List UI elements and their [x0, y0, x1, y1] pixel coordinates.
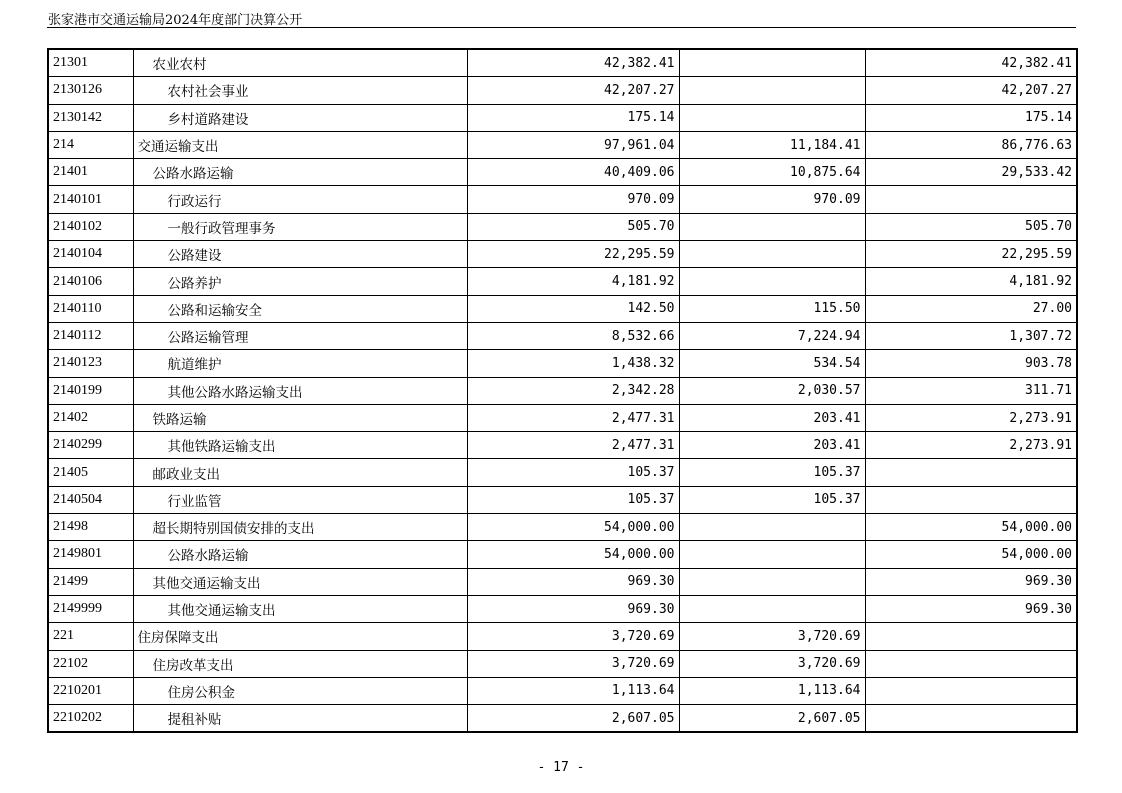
total-amount-cell: 54,000.00: [467, 514, 679, 541]
basic-expenditure-cell: [679, 49, 865, 77]
total-amount-cell: 970.09: [467, 186, 679, 213]
project-expenditure-cell: 903.78: [865, 350, 1077, 377]
total-amount-cell: 42,207.27: [467, 77, 679, 104]
table-row: [48, 159, 1077, 186]
basic-expenditure-cell: 203.41: [679, 432, 865, 459]
subject-code-cell: 2140123: [48, 350, 133, 377]
subject-code-cell: 21499: [48, 568, 133, 595]
basic-expenditure-cell: [679, 268, 865, 295]
basic-expenditure-cell: 3,720.69: [679, 623, 865, 650]
subject-code-cell: 2140101: [48, 186, 133, 213]
subject-code-cell: 2210202: [48, 705, 133, 733]
table-row: [48, 241, 1077, 268]
table-row: [48, 186, 1077, 213]
table-row: [48, 432, 1077, 459]
subject-code-cell: 21301: [48, 49, 133, 77]
project-expenditure-cell: 54,000.00: [865, 541, 1077, 568]
total-amount-cell: 2,607.05: [467, 705, 679, 733]
subject-code-cell: 2140504: [48, 486, 133, 513]
basic-expenditure-cell: [679, 568, 865, 595]
project-expenditure-cell: [865, 486, 1077, 513]
basic-expenditure-cell: 2,607.05: [679, 705, 865, 733]
page-number: - 17 -: [537, 760, 585, 775]
subject-name-cell: 其他铁路运输支出: [133, 432, 467, 459]
subject-name-cell: 乡村道路建设: [133, 104, 467, 131]
table-row: [48, 49, 1077, 77]
table-row: [48, 104, 1077, 131]
subject-code-cell: 2210201: [48, 677, 133, 704]
expenditure-table-body: [48, 49, 1077, 732]
basic-expenditure-cell: 3,720.69: [679, 650, 865, 677]
total-amount-cell: 142.50: [467, 295, 679, 322]
subject-code-cell: 2149999: [48, 595, 133, 622]
subject-code-cell: 2140102: [48, 213, 133, 240]
subject-name-cell: 航道维护: [133, 350, 467, 377]
subject-name-cell: 邮政业支出: [133, 459, 467, 486]
table-row: [48, 213, 1077, 240]
table-row: [48, 404, 1077, 431]
subject-name-cell: 农村社会事业: [133, 77, 467, 104]
table-row: [48, 705, 1077, 733]
total-amount-cell: 8,532.66: [467, 322, 679, 349]
subject-code-cell: 2140106: [48, 268, 133, 295]
total-amount-cell: 2,477.31: [467, 432, 679, 459]
basic-expenditure-cell: [679, 241, 865, 268]
subject-name-cell: 铁路运输: [133, 404, 467, 431]
table-row: [48, 350, 1077, 377]
subject-code-cell: 2149801: [48, 541, 133, 568]
subject-name-cell: 公路水路运输: [133, 159, 467, 186]
total-amount-cell: 3,720.69: [467, 623, 679, 650]
total-amount-cell: 4,181.92: [467, 268, 679, 295]
table-row: [48, 650, 1077, 677]
basic-expenditure-cell: [679, 595, 865, 622]
subject-name-cell: 行政运行: [133, 186, 467, 213]
basic-expenditure-cell: 2,030.57: [679, 377, 865, 404]
basic-expenditure-cell: 105.37: [679, 459, 865, 486]
basic-expenditure-cell: [679, 541, 865, 568]
project-expenditure-cell: 969.30: [865, 595, 1077, 622]
total-amount-cell: 97,961.04: [467, 131, 679, 158]
total-amount-cell: 3,720.69: [467, 650, 679, 677]
total-amount-cell: 105.37: [467, 459, 679, 486]
basic-expenditure-cell: [679, 77, 865, 104]
subject-code-cell: 2140112: [48, 322, 133, 349]
subject-code-cell: 221: [48, 623, 133, 650]
table-row: [48, 295, 1077, 322]
total-amount-cell: 2,342.28: [467, 377, 679, 404]
subject-code-cell: 2130142: [48, 104, 133, 131]
subject-name-cell: 公路养护: [133, 268, 467, 295]
project-expenditure-cell: 42,382.41: [865, 49, 1077, 77]
project-expenditure-cell: [865, 650, 1077, 677]
project-expenditure-cell: 22,295.59: [865, 241, 1077, 268]
basic-expenditure-cell: 1,113.64: [679, 677, 865, 704]
total-amount-cell: 175.14: [467, 104, 679, 131]
header-divider: [47, 27, 1076, 28]
subject-name-cell: 农业农村: [133, 49, 467, 77]
table-row: [48, 541, 1077, 568]
basic-expenditure-cell: [679, 213, 865, 240]
project-expenditure-cell: 42,207.27: [865, 77, 1077, 104]
project-expenditure-cell: [865, 186, 1077, 213]
expenditure-table: [47, 48, 1078, 733]
table-row: [48, 568, 1077, 595]
subject-code-cell: 21402: [48, 404, 133, 431]
subject-name-cell: 住房公积金: [133, 677, 467, 704]
subject-code-cell: 2140104: [48, 241, 133, 268]
basic-expenditure-cell: [679, 104, 865, 131]
total-amount-cell: 105.37: [467, 486, 679, 513]
basic-expenditure-cell: 105.37: [679, 486, 865, 513]
project-expenditure-cell: [865, 459, 1077, 486]
basic-expenditure-cell: 7,224.94: [679, 322, 865, 349]
total-amount-cell: 40,409.06: [467, 159, 679, 186]
project-expenditure-cell: 1,307.72: [865, 322, 1077, 349]
table-row: [48, 677, 1077, 704]
total-amount-cell: 54,000.00: [467, 541, 679, 568]
subject-name-cell: 行业监管: [133, 486, 467, 513]
total-amount-cell: 1,438.32: [467, 350, 679, 377]
subject-code-cell: 2140199: [48, 377, 133, 404]
project-expenditure-cell: 2,273.91: [865, 432, 1077, 459]
subject-name-cell: 住房保障支出: [133, 623, 467, 650]
subject-name-cell: 一般行政管理事务: [133, 213, 467, 240]
subject-code-cell: 2140110: [48, 295, 133, 322]
subject-name-cell: 交通运输支出: [133, 131, 467, 158]
project-expenditure-cell: 2,273.91: [865, 404, 1077, 431]
basic-expenditure-cell: 10,875.64: [679, 159, 865, 186]
basic-expenditure-cell: 115.50: [679, 295, 865, 322]
table-row: [48, 595, 1077, 622]
project-expenditure-cell: [865, 677, 1077, 704]
subject-name-cell: 其他交通运输支出: [133, 595, 467, 622]
table-row: [48, 268, 1077, 295]
subject-code-cell: 2130126: [48, 77, 133, 104]
basic-expenditure-cell: 11,184.41: [679, 131, 865, 158]
subject-name-cell: 公路水路运输: [133, 541, 467, 568]
total-amount-cell: 969.30: [467, 595, 679, 622]
total-amount-cell: 969.30: [467, 568, 679, 595]
table-row: [48, 623, 1077, 650]
basic-expenditure-cell: 970.09: [679, 186, 865, 213]
project-expenditure-cell: 311.71: [865, 377, 1077, 404]
subject-name-cell: 公路和运输安全: [133, 295, 467, 322]
subject-name-cell: 超长期特别国债安排的支出: [133, 514, 467, 541]
subject-name-cell: 其他公路水路运输支出: [133, 377, 467, 404]
project-expenditure-cell: 175.14: [865, 104, 1077, 131]
table-row: [48, 77, 1077, 104]
total-amount-cell: 505.70: [467, 213, 679, 240]
document-header-title: 张家港市交通运输局2024年度部门决算公开: [48, 13, 303, 28]
subject-code-cell: 214: [48, 131, 133, 158]
project-expenditure-cell: [865, 705, 1077, 733]
subject-name-cell: 其他交通运输支出: [133, 568, 467, 595]
basic-expenditure-cell: 203.41: [679, 404, 865, 431]
table-row: [48, 459, 1077, 486]
subject-name-cell: 公路运输管理: [133, 322, 467, 349]
table-row: [48, 377, 1077, 404]
project-expenditure-cell: 54,000.00: [865, 514, 1077, 541]
table-row: [48, 514, 1077, 541]
subject-code-cell: 2140299: [48, 432, 133, 459]
subject-name-cell: 公路建设: [133, 241, 467, 268]
total-amount-cell: 22,295.59: [467, 241, 679, 268]
basic-expenditure-cell: 534.54: [679, 350, 865, 377]
subject-code-cell: 21401: [48, 159, 133, 186]
total-amount-cell: 2,477.31: [467, 404, 679, 431]
project-expenditure-cell: 969.30: [865, 568, 1077, 595]
project-expenditure-cell: [865, 623, 1077, 650]
project-expenditure-cell: 4,181.92: [865, 268, 1077, 295]
table-row: [48, 131, 1077, 158]
basic-expenditure-cell: [679, 514, 865, 541]
subject-code-cell: 22102: [48, 650, 133, 677]
subject-name-cell: 住房改革支出: [133, 650, 467, 677]
total-amount-cell: 1,113.64: [467, 677, 679, 704]
table-row: [48, 322, 1077, 349]
subject-code-cell: 21498: [48, 514, 133, 541]
table-row: [48, 486, 1077, 513]
project-expenditure-cell: 27.00: [865, 295, 1077, 322]
project-expenditure-cell: 505.70: [865, 213, 1077, 240]
subject-code-cell: 21405: [48, 459, 133, 486]
total-amount-cell: 42,382.41: [467, 49, 679, 77]
project-expenditure-cell: 29,533.42: [865, 159, 1077, 186]
project-expenditure-cell: 86,776.63: [865, 131, 1077, 158]
subject-name-cell: 提租补贴: [133, 705, 467, 733]
